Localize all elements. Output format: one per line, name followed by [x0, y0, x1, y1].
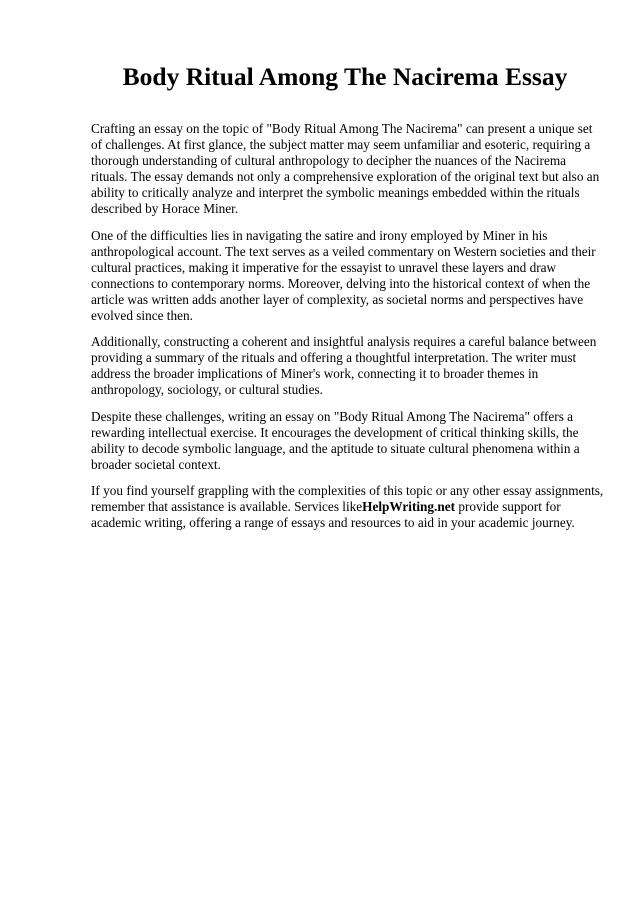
paragraph-4 — [91, 409, 601, 473]
paragraph-line: ability to critically analyze and interpret the symbolic meanings embedded within the rituals — [91, 185, 580, 201]
service-text-before: remember that assistance is available. Services like — [91, 498, 363, 514]
paragraph-5 — [91, 482, 604, 531]
paragraph-line: anthropology, sociology, or cultural studies. — [91, 382, 323, 398]
paragraph-line: thorough understanding of cultural anthropology to decipher the nuances of the Nacirema — [91, 153, 567, 169]
paragraph-line: Crafting an essay on the topic of "Body Ritual Among The Nacirema" can present a unique set — [91, 121, 593, 136]
page-title: Body Ritual Among The Nacirema Essay — [122, 62, 568, 91]
paragraph-line: cultural practices, making it imperative for the essayist to unravel these layers and draw — [91, 259, 557, 275]
paragraph-line: of challenges. At first glance, the subject matter may seem unfamiliar and esoteric, requiring a — [91, 137, 591, 153]
paragraph-line: Despite these challenges, writing an essay on "Body Ritual Among The Nacirema" offers a — [91, 408, 574, 424]
document-body — [91, 121, 604, 541]
paragraph-1 — [91, 121, 601, 218]
paragraph-line: connections to contemporary norms. Moreover, delving into the historical context of when the — [91, 275, 591, 291]
paragraph-line: academic writing, offering a range of essays and resources to aid in your academic journey. — [91, 515, 575, 531]
service-text-after: provide support for — [455, 498, 561, 514]
paragraph-line: Additionally, constructing a coherent and insightful analysis requires a careful balance between — [91, 334, 597, 350]
paragraph-line: providing a summary of the rituals and offering a thoughtful interpretation. The writer must — [91, 350, 577, 366]
paragraph-line: One of the difficulties lies in navigating the satire and irony employed by Miner in his — [91, 227, 548, 243]
paragraph-line: anthropological account. The text serves as a veiled commentary on Western societies and their — [91, 243, 596, 259]
paragraph-line: address the broader implications of Miner's work, connecting it to broader themes in — [91, 366, 539, 382]
paragraph-line: rituals. The essay demands not only a comprehensive exploration of the original text but also an — [91, 169, 600, 185]
paragraph-line — [91, 499, 601, 515]
paragraph-line: If you find yourself grappling with the complexities of this topic or any other essay assignments, — [91, 482, 604, 498]
paragraph-line: evolved since then. — [91, 308, 193, 324]
paragraph-3 — [91, 334, 601, 398]
paragraph-line: described by Horace Miner. — [91, 201, 239, 217]
service-name: HelpWriting.net — [362, 498, 456, 514]
paragraph-2 — [91, 228, 601, 325]
paragraph-line: ability to decode symbolic language, and the aptitude to situate cultural phenomena within a — [91, 440, 580, 456]
paragraph-line: broader societal context. — [91, 456, 221, 472]
paragraph-line: article was written adds another layer of complexity, as societal norms and perspectives have — [91, 291, 584, 307]
paragraph-line: rewarding intellectual exercise. It encourages the development of critical thinking skills, the — [91, 424, 579, 440]
